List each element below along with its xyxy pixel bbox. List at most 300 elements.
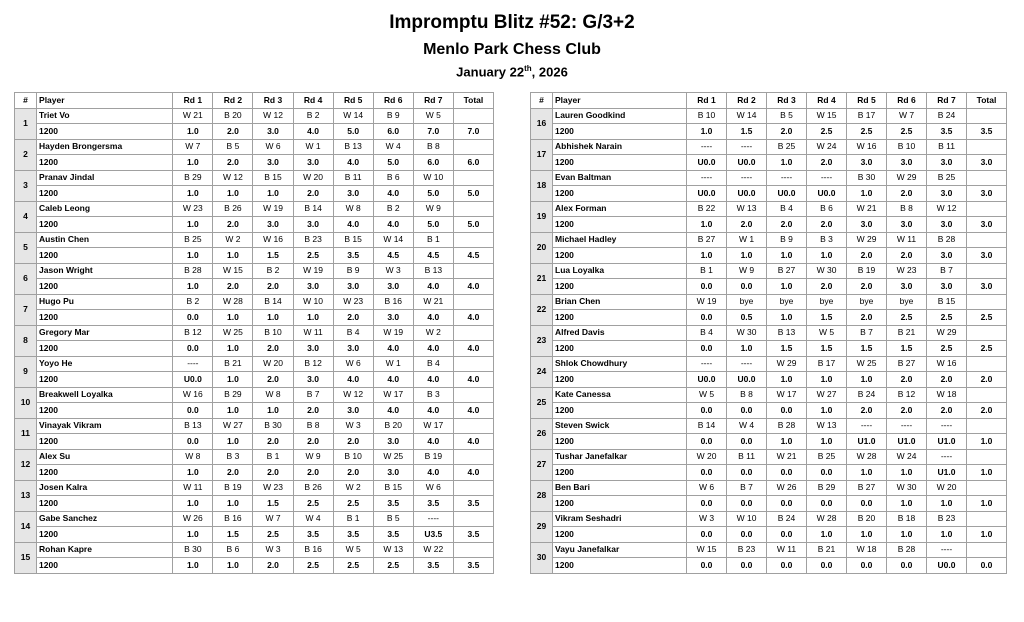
round-score: 0.0: [807, 558, 847, 574]
column-header: Rd 6: [887, 93, 927, 109]
round-pairing: B 12: [293, 356, 333, 372]
player-number: 9: [15, 356, 37, 387]
total-score: 3.5: [453, 527, 493, 543]
round-pairing: B 25: [927, 170, 967, 186]
total-score: 2.0: [967, 372, 1007, 388]
column-header: #: [531, 93, 553, 109]
column-header: Rd 7: [927, 93, 967, 109]
round-pairing: B 25: [767, 139, 807, 155]
date-main: January 22: [456, 64, 525, 80]
round-pairing: W 3: [253, 542, 293, 558]
round-pairing: W 10: [413, 170, 453, 186]
player-number: 25: [531, 387, 553, 418]
column-header: Rd 3: [767, 93, 807, 109]
total-empty: [967, 511, 1007, 527]
round-score: 1.0: [173, 217, 213, 233]
player-name: Yoyo He: [37, 356, 173, 372]
total-empty: [967, 542, 1007, 558]
round-score: 1.0: [807, 372, 847, 388]
round-score: 0.0: [727, 527, 767, 543]
round-pairing: W 20: [293, 170, 333, 186]
round-score: 1.0: [887, 496, 927, 512]
player-rating: 1200: [553, 248, 687, 264]
round-score: 2.5: [373, 558, 413, 574]
total-score: 2.5: [967, 310, 1007, 326]
round-score: 1.0: [173, 124, 213, 140]
round-score: 1.0: [213, 434, 253, 450]
round-pairing: W 3: [373, 263, 413, 279]
total-empty: [967, 201, 1007, 217]
player-name: Vikram Seshadri: [553, 511, 687, 527]
score-row: [531, 527, 1007, 543]
player-name: Steven Swick: [553, 418, 687, 434]
round-score: U0.0: [687, 372, 727, 388]
round-pairing: B 8: [293, 418, 333, 434]
round-pairing: B 6: [213, 542, 253, 558]
total-score: 2.0: [967, 403, 1007, 419]
player-rating: 1200: [553, 310, 687, 326]
score-row: [15, 310, 494, 326]
round-pairing: W 5: [687, 387, 727, 403]
standings-table-left: [14, 92, 494, 574]
tournament-date: [0, 64, 1024, 79]
column-header: Rd 7: [413, 93, 453, 109]
round-score: 1.0: [173, 465, 213, 481]
round-score: 0.0: [727, 434, 767, 450]
round-score: 2.0: [927, 372, 967, 388]
round-pairing: W 27: [807, 387, 847, 403]
round-pairing: W 15: [213, 263, 253, 279]
round-pairing: W 11: [887, 232, 927, 248]
round-score: 1.0: [173, 496, 213, 512]
round-score: 1.5: [253, 496, 293, 512]
round-pairing: W 20: [927, 480, 967, 496]
round-pairing: B 25: [807, 449, 847, 465]
round-pairing: W 17: [373, 387, 413, 403]
player-row: [15, 170, 494, 186]
round-pairing: W 29: [887, 170, 927, 186]
round-score: 2.5: [807, 124, 847, 140]
round-pairing: W 5: [807, 325, 847, 341]
round-pairing: W 4: [293, 511, 333, 527]
round-score: 0.0: [767, 403, 807, 419]
round-score: 4.0: [373, 403, 413, 419]
total-score: 5.0: [453, 217, 493, 233]
score-row: [531, 248, 1007, 264]
total-score: 3.0: [967, 279, 1007, 295]
player-rating: 1200: [37, 558, 173, 574]
round-pairing: ----: [173, 356, 213, 372]
round-pairing: B 9: [373, 108, 413, 124]
round-score: 4.0: [373, 217, 413, 233]
round-score: 2.0: [847, 279, 887, 295]
round-pairing: W 28: [847, 449, 887, 465]
total-empty: [453, 511, 493, 527]
total-score: 4.0: [453, 465, 493, 481]
player-number: 29: [531, 511, 553, 542]
total-score: 5.0: [453, 186, 493, 202]
round-pairing: W 25: [847, 356, 887, 372]
round-score: 1.0: [173, 558, 213, 574]
round-score: 3.0: [927, 279, 967, 295]
player-name: Triet Vo: [37, 108, 173, 124]
player-row: [531, 201, 1007, 217]
round-pairing: ----: [847, 418, 887, 434]
round-pairing: B 15: [253, 170, 293, 186]
round-pairing: bye: [767, 294, 807, 310]
player-row: [531, 263, 1007, 279]
round-score: 2.5: [847, 124, 887, 140]
player-rating: 1200: [37, 403, 173, 419]
round-pairing: W 25: [213, 325, 253, 341]
player-rating: 1200: [553, 186, 687, 202]
round-score: 0.0: [687, 496, 727, 512]
player-rating: 1200: [553, 124, 687, 140]
player-rating: 1200: [553, 403, 687, 419]
total-empty: [453, 480, 493, 496]
date-suffix: th: [524, 64, 532, 73]
player-rating: 1200: [37, 217, 173, 233]
round-pairing: B 10: [887, 139, 927, 155]
player-name: Gregory Mar: [37, 325, 173, 341]
round-score: 2.0: [253, 434, 293, 450]
round-score: 1.0: [173, 186, 213, 202]
round-pairing: B 7: [847, 325, 887, 341]
round-score: 1.0: [213, 341, 253, 357]
round-pairing: B 20: [213, 108, 253, 124]
total-empty: [453, 325, 493, 341]
round-score: 4.0: [333, 217, 373, 233]
round-pairing: W 29: [767, 356, 807, 372]
round-pairing: W 16: [847, 139, 887, 155]
round-pairing: W 2: [333, 480, 373, 496]
player-number: 11: [15, 418, 37, 449]
player-row: [531, 387, 1007, 403]
round-pairing: W 7: [173, 139, 213, 155]
round-pairing: W 6: [253, 139, 293, 155]
player-row: [531, 418, 1007, 434]
round-pairing: W 5: [333, 542, 373, 558]
round-pairing: W 14: [727, 108, 767, 124]
score-row: [531, 465, 1007, 481]
player-number: 18: [531, 170, 553, 201]
score-row: [531, 124, 1007, 140]
total-empty: [967, 418, 1007, 434]
round-score: 0.0: [847, 496, 887, 512]
round-score: 3.0: [373, 310, 413, 326]
round-pairing: W 3: [687, 511, 727, 527]
round-score: 2.0: [293, 465, 333, 481]
round-score: 0.0: [687, 403, 727, 419]
round-pairing: W 12: [253, 108, 293, 124]
round-score: 1.0: [807, 434, 847, 450]
round-score: 3.0: [887, 279, 927, 295]
round-pairing: W 26: [173, 511, 213, 527]
total-score: 1.0: [967, 496, 1007, 512]
round-score: 0.0: [687, 558, 727, 574]
round-score: 4.0: [413, 310, 453, 326]
round-pairing: W 13: [727, 201, 767, 217]
round-pairing: B 8: [887, 201, 927, 217]
total-score: 4.0: [453, 434, 493, 450]
round-score: 3.5: [373, 527, 413, 543]
round-score: 2.5: [887, 310, 927, 326]
player-name: Kate Canessa: [553, 387, 687, 403]
round-pairing: W 9: [727, 263, 767, 279]
round-score: 1.0: [767, 434, 807, 450]
player-name: Alex Su: [37, 449, 173, 465]
round-pairing: B 28: [887, 542, 927, 558]
round-score: 1.5: [807, 341, 847, 357]
round-score: 3.0: [253, 124, 293, 140]
player-name: Ben Bari: [553, 480, 687, 496]
round-pairing: B 14: [293, 201, 333, 217]
score-row: [15, 341, 494, 357]
score-row: [15, 279, 494, 295]
round-pairing: B 27: [767, 263, 807, 279]
total-empty: [453, 108, 493, 124]
round-score: 0.0: [173, 403, 213, 419]
total-empty: [453, 542, 493, 558]
player-row: [15, 108, 494, 124]
round-score: 1.0: [767, 372, 807, 388]
round-score: 3.5: [413, 496, 453, 512]
round-score: 1.5: [807, 310, 847, 326]
round-score: 1.0: [847, 186, 887, 202]
round-score: 2.0: [887, 403, 927, 419]
score-row: [15, 496, 494, 512]
player-rating: 1200: [37, 434, 173, 450]
round-score: U1.0: [927, 434, 967, 450]
round-score: 1.0: [807, 403, 847, 419]
round-pairing: ----: [727, 170, 767, 186]
player-name: Jason Wright: [37, 263, 173, 279]
round-pairing: bye: [807, 294, 847, 310]
round-score: 0.0: [727, 496, 767, 512]
round-pairing: W 24: [807, 139, 847, 155]
player-rating: 1200: [553, 372, 687, 388]
player-rating: 1200: [553, 527, 687, 543]
round-pairing: W 18: [927, 387, 967, 403]
round-score: 2.5: [927, 341, 967, 357]
round-score: 3.0: [293, 279, 333, 295]
round-pairing: W 16: [927, 356, 967, 372]
round-score: 2.5: [293, 248, 333, 264]
player-rating: 1200: [553, 155, 687, 171]
round-score: 1.5: [767, 341, 807, 357]
player-name: Austin Chen: [37, 232, 173, 248]
round-score: 2.0: [293, 403, 333, 419]
round-pairing: B 30: [173, 542, 213, 558]
player-rating: 1200: [37, 372, 173, 388]
column-header: Rd 2: [213, 93, 253, 109]
score-row: [15, 527, 494, 543]
round-pairing: B 29: [213, 387, 253, 403]
round-score: 5.0: [373, 155, 413, 171]
score-row: [531, 155, 1007, 171]
player-number: 12: [15, 449, 37, 480]
round-score: 4.0: [333, 372, 373, 388]
total-empty: [967, 139, 1007, 155]
score-row: [531, 403, 1007, 419]
player-number: 4: [15, 201, 37, 232]
total-score: 7.0: [453, 124, 493, 140]
round-score: 3.5: [333, 527, 373, 543]
player-name: Alex Forman: [553, 201, 687, 217]
round-pairing: B 25: [173, 232, 213, 248]
tournament-title: Impromptu Blitz #52: G/3+2: [389, 12, 635, 33]
player-row: [15, 325, 494, 341]
round-score: 0.0: [173, 434, 213, 450]
round-pairing: B 17: [847, 108, 887, 124]
total-empty: [967, 387, 1007, 403]
round-score: 1.0: [213, 372, 253, 388]
player-row: [531, 170, 1007, 186]
round-pairing: bye: [887, 294, 927, 310]
round-pairing: B 16: [293, 542, 333, 558]
player-number: 5: [15, 232, 37, 263]
round-score: 1.0: [887, 527, 927, 543]
total-score: 1.0: [967, 527, 1007, 543]
player-row: [531, 511, 1007, 527]
player-rating: 1200: [553, 434, 687, 450]
round-pairing: W 12: [333, 387, 373, 403]
round-score: 0.0: [727, 403, 767, 419]
round-score: 3.0: [847, 217, 887, 233]
round-pairing: W 25: [373, 449, 413, 465]
total-empty: [453, 356, 493, 372]
round-pairing: W 6: [687, 480, 727, 496]
round-pairing: W 29: [927, 325, 967, 341]
round-pairing: W 6: [333, 356, 373, 372]
round-score: 3.0: [293, 372, 333, 388]
round-score: 3.0: [333, 403, 373, 419]
round-pairing: B 27: [687, 232, 727, 248]
score-row: [15, 217, 494, 233]
player-number: 13: [15, 480, 37, 511]
player-name: Josen Kalra: [37, 480, 173, 496]
round-pairing: W 14: [333, 108, 373, 124]
round-score: 2.0: [887, 248, 927, 264]
round-pairing: W 8: [333, 201, 373, 217]
round-score: 0.0: [173, 310, 213, 326]
total-empty: [967, 232, 1007, 248]
round-score: 5.0: [413, 217, 453, 233]
player-rating: 1200: [37, 186, 173, 202]
round-score: 2.0: [767, 124, 807, 140]
round-pairing: W 18: [847, 542, 887, 558]
round-score: 1.0: [173, 248, 213, 264]
round-score: U0.0: [173, 372, 213, 388]
round-pairing: W 9: [293, 449, 333, 465]
player-row: [15, 232, 494, 248]
round-pairing: W 30: [807, 263, 847, 279]
round-pairing: W 30: [887, 480, 927, 496]
round-pairing: B 6: [807, 201, 847, 217]
player-row: [531, 294, 1007, 310]
round-score: 2.0: [213, 155, 253, 171]
round-score: 5.0: [413, 186, 453, 202]
round-pairing: B 24: [767, 511, 807, 527]
round-pairing: bye: [847, 294, 887, 310]
round-pairing: W 28: [807, 511, 847, 527]
round-score: 1.0: [807, 527, 847, 543]
total-empty: [967, 294, 1007, 310]
total-score: 3.0: [967, 186, 1007, 202]
round-score: 1.0: [807, 248, 847, 264]
round-pairing: W 13: [807, 418, 847, 434]
score-row: [531, 310, 1007, 326]
round-score: 0.0: [807, 465, 847, 481]
round-pairing: B 28: [173, 263, 213, 279]
round-score: 1.0: [293, 310, 333, 326]
round-score: 1.0: [253, 310, 293, 326]
player-number: 21: [531, 263, 553, 294]
round-score: 2.0: [333, 465, 373, 481]
round-score: 2.0: [847, 403, 887, 419]
round-pairing: W 8: [173, 449, 213, 465]
round-pairing: B 6: [373, 170, 413, 186]
round-pairing: W 20: [687, 449, 727, 465]
round-pairing: W 7: [253, 511, 293, 527]
total-empty: [453, 139, 493, 155]
score-row: [531, 434, 1007, 450]
total-empty: [967, 356, 1007, 372]
player-row: [531, 139, 1007, 155]
player-number: 19: [531, 201, 553, 232]
round-score: 3.0: [333, 341, 373, 357]
player-number: 17: [531, 139, 553, 170]
round-pairing: B 27: [887, 356, 927, 372]
round-score: 2.0: [253, 465, 293, 481]
round-pairing: W 9: [413, 201, 453, 217]
round-score: U1.0: [847, 434, 887, 450]
round-pairing: W 15: [687, 542, 727, 558]
player-name: Alfred Davis: [553, 325, 687, 341]
round-score: 4.0: [373, 341, 413, 357]
round-score: 4.5: [413, 248, 453, 264]
round-score: 4.0: [373, 186, 413, 202]
round-pairing: W 22: [413, 542, 453, 558]
round-score: 0.0: [727, 279, 767, 295]
player-number: 20: [531, 232, 553, 263]
round-pairing: B 15: [373, 480, 413, 496]
round-score: 6.0: [373, 124, 413, 140]
total-empty: [967, 480, 1007, 496]
round-pairing: W 23: [173, 201, 213, 217]
round-score: 1.5: [253, 248, 293, 264]
score-row: [15, 558, 494, 574]
round-score: 4.5: [373, 248, 413, 264]
round-score: U0.0: [727, 372, 767, 388]
round-pairing: B 8: [413, 139, 453, 155]
table-header-row: [531, 93, 1007, 109]
player-rating: 1200: [37, 310, 173, 326]
round-pairing: W 7: [887, 108, 927, 124]
player-rating: 1200: [37, 527, 173, 543]
total-score: 4.0: [453, 372, 493, 388]
round-pairing: W 29: [847, 232, 887, 248]
round-score: 0.0: [687, 310, 727, 326]
score-row: [15, 248, 494, 264]
round-pairing: ----: [887, 418, 927, 434]
total-empty: [453, 418, 493, 434]
round-pairing: ----: [687, 139, 727, 155]
round-pairing: B 29: [807, 480, 847, 496]
total-empty: [453, 294, 493, 310]
round-pairing: W 21: [413, 294, 453, 310]
round-score: 3.0: [373, 465, 413, 481]
